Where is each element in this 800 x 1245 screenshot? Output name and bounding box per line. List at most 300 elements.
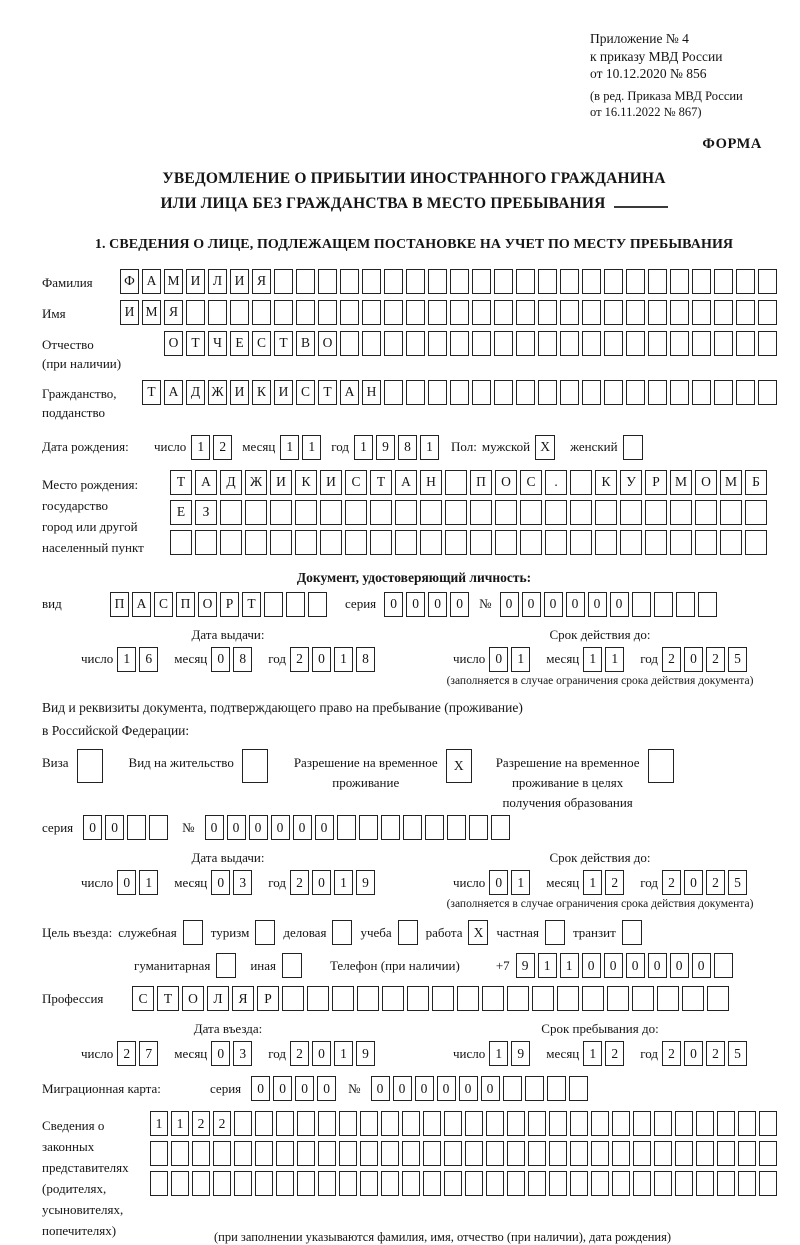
char-cell[interactable]: [645, 500, 667, 525]
char-cell[interactable]: [717, 1111, 735, 1136]
doc-valid-year-input[interactable]: [662, 647, 747, 672]
char-cell[interactable]: [560, 380, 579, 405]
char-cell[interactable]: [245, 530, 267, 555]
char-cell[interactable]: [545, 530, 567, 555]
migration-number-input[interactable]: [371, 1076, 588, 1101]
char-cell[interactable]: [270, 530, 292, 555]
char-cell[interactable]: [632, 986, 654, 1011]
char-cell[interactable]: А: [195, 470, 217, 495]
char-cell[interactable]: [255, 1111, 273, 1136]
char-cell[interactable]: 2: [605, 1041, 624, 1066]
temp-residence-edu-checkbox[interactable]: [648, 749, 674, 783]
char-cell[interactable]: И: [230, 380, 249, 405]
doc-valid-month-input[interactable]: [583, 647, 624, 672]
char-cell[interactable]: П: [470, 470, 492, 495]
char-cell[interactable]: П: [110, 592, 129, 617]
doc-kind-input[interactable]: [110, 592, 327, 617]
char-cell[interactable]: И: [186, 269, 205, 294]
char-cell[interactable]: 0: [500, 592, 519, 617]
char-cell[interactable]: [486, 1111, 504, 1136]
char-cell[interactable]: [675, 1171, 693, 1196]
char-cell[interactable]: [676, 592, 695, 617]
purpose-business-checkbox[interactable]: [332, 920, 352, 945]
purpose-transit-checkbox[interactable]: [622, 920, 642, 945]
char-cell[interactable]: [255, 1171, 273, 1196]
char-cell[interactable]: [297, 1111, 315, 1136]
char-cell[interactable]: [406, 300, 425, 325]
char-cell[interactable]: [403, 815, 422, 840]
char-cell[interactable]: [648, 380, 667, 405]
representatives-line1-input[interactable]: [150, 1111, 777, 1136]
char-cell[interactable]: [648, 300, 667, 325]
char-cell[interactable]: [384, 300, 403, 325]
permit-number-input[interactable]: [205, 815, 510, 840]
char-cell[interactable]: [654, 1171, 672, 1196]
permit-valid-day-input[interactable]: [489, 870, 530, 895]
char-cell[interactable]: 0: [684, 1041, 703, 1066]
char-cell[interactable]: 1: [583, 647, 602, 672]
char-cell[interactable]: [384, 380, 403, 405]
char-cell[interactable]: [570, 500, 592, 525]
char-cell[interactable]: [127, 815, 146, 840]
purpose-work-checkbox[interactable]: X: [468, 920, 488, 945]
char-cell[interactable]: С: [345, 470, 367, 495]
stay-day-input[interactable]: [489, 1041, 530, 1066]
char-cell[interactable]: [758, 331, 777, 356]
char-cell[interactable]: А: [142, 269, 161, 294]
char-cell[interactable]: 0: [251, 1076, 270, 1101]
char-cell[interactable]: [549, 1141, 567, 1166]
char-cell[interactable]: [472, 331, 491, 356]
char-cell[interactable]: [738, 1171, 756, 1196]
residence-permit-checkbox[interactable]: [242, 749, 268, 783]
char-cell[interactable]: [714, 380, 733, 405]
char-cell[interactable]: 1: [605, 647, 624, 672]
char-cell[interactable]: [482, 986, 504, 1011]
char-cell[interactable]: [406, 380, 425, 405]
char-cell[interactable]: [520, 530, 542, 555]
char-cell[interactable]: 2: [662, 870, 681, 895]
char-cell[interactable]: 2: [605, 870, 624, 895]
char-cell[interactable]: [220, 500, 242, 525]
char-cell[interactable]: 0: [406, 592, 425, 617]
char-cell[interactable]: 5: [728, 1041, 747, 1066]
char-cell[interactable]: [213, 1141, 231, 1166]
char-cell[interactable]: [507, 986, 529, 1011]
char-cell[interactable]: [698, 592, 717, 617]
char-cell[interactable]: [465, 1171, 483, 1196]
char-cell[interactable]: Т: [274, 331, 293, 356]
doc-issue-month-input[interactable]: [211, 647, 252, 672]
profession-input[interactable]: [132, 986, 729, 1011]
char-cell[interactable]: [538, 300, 557, 325]
char-cell[interactable]: Д: [186, 380, 205, 405]
char-cell[interactable]: [340, 331, 359, 356]
char-cell[interactable]: [428, 300, 447, 325]
purpose-study-checkbox[interactable]: [398, 920, 418, 945]
char-cell[interactable]: М: [720, 470, 742, 495]
char-cell[interactable]: 2: [290, 1041, 309, 1066]
char-cell[interactable]: [604, 269, 623, 294]
char-cell[interactable]: Т: [157, 986, 179, 1011]
char-cell[interactable]: 1: [139, 870, 158, 895]
char-cell[interactable]: [591, 1171, 609, 1196]
female-checkbox[interactable]: [623, 435, 643, 460]
char-cell[interactable]: [402, 1171, 420, 1196]
char-cell[interactable]: 1: [334, 647, 353, 672]
char-cell[interactable]: [560, 269, 579, 294]
char-cell[interactable]: .: [545, 470, 567, 495]
char-cell[interactable]: 2: [290, 870, 309, 895]
char-cell[interactable]: Ч: [208, 331, 227, 356]
char-cell[interactable]: 2: [706, 647, 725, 672]
char-cell[interactable]: [171, 1171, 189, 1196]
temp-residence-checkbox[interactable]: X: [446, 749, 472, 783]
char-cell[interactable]: 0: [489, 647, 508, 672]
char-cell[interactable]: Е: [230, 331, 249, 356]
char-cell[interactable]: [472, 269, 491, 294]
char-cell[interactable]: [532, 986, 554, 1011]
char-cell[interactable]: [648, 269, 667, 294]
char-cell[interactable]: [507, 1171, 525, 1196]
char-cell[interactable]: 0: [271, 815, 290, 840]
char-cell[interactable]: [318, 1171, 336, 1196]
phone-input[interactable]: [516, 953, 733, 978]
char-cell[interactable]: [538, 331, 557, 356]
char-cell[interactable]: [507, 1141, 525, 1166]
char-cell[interactable]: [381, 815, 400, 840]
char-cell[interactable]: [670, 300, 689, 325]
char-cell[interactable]: [318, 269, 337, 294]
char-cell[interactable]: [657, 986, 679, 1011]
char-cell[interactable]: И: [274, 380, 293, 405]
char-cell[interactable]: 0: [315, 815, 334, 840]
char-cell[interactable]: А: [395, 470, 417, 495]
char-cell[interactable]: [745, 530, 767, 555]
char-cell[interactable]: [528, 1111, 546, 1136]
char-cell[interactable]: [604, 300, 623, 325]
char-cell[interactable]: 0: [522, 592, 541, 617]
char-cell[interactable]: 0: [393, 1076, 412, 1101]
char-cell[interactable]: [604, 331, 623, 356]
doc-issue-year-input[interactable]: [290, 647, 375, 672]
char-cell[interactable]: 0: [371, 1076, 390, 1101]
char-cell[interactable]: 6: [139, 647, 158, 672]
char-cell[interactable]: 1: [511, 870, 530, 895]
char-cell[interactable]: С: [154, 592, 173, 617]
char-cell[interactable]: [255, 1141, 273, 1166]
char-cell[interactable]: 2: [662, 647, 681, 672]
char-cell[interactable]: [494, 300, 513, 325]
char-cell[interactable]: [320, 500, 342, 525]
char-cell[interactable]: [420, 530, 442, 555]
char-cell[interactable]: [445, 500, 467, 525]
char-cell[interactable]: [445, 530, 467, 555]
char-cell[interactable]: [626, 300, 645, 325]
char-cell[interactable]: 0: [437, 1076, 456, 1101]
permit-issue-month-input[interactable]: [211, 870, 252, 895]
char-cell[interactable]: 0: [692, 953, 711, 978]
char-cell[interactable]: [362, 300, 381, 325]
char-cell[interactable]: [295, 500, 317, 525]
char-cell[interactable]: [432, 986, 454, 1011]
char-cell[interactable]: [736, 300, 755, 325]
char-cell[interactable]: [186, 300, 205, 325]
char-cell[interactable]: [318, 300, 337, 325]
char-cell[interactable]: [494, 269, 513, 294]
char-cell[interactable]: [444, 1141, 462, 1166]
permit-issue-year-input[interactable]: [290, 870, 375, 895]
char-cell[interactable]: [308, 592, 327, 617]
char-cell[interactable]: [149, 815, 168, 840]
char-cell[interactable]: [591, 1111, 609, 1136]
char-cell[interactable]: [648, 331, 667, 356]
char-cell[interactable]: 0: [312, 647, 331, 672]
birth-day-input[interactable]: [191, 435, 232, 460]
char-cell[interactable]: [450, 380, 469, 405]
char-cell[interactable]: [516, 331, 535, 356]
char-cell[interactable]: [569, 1076, 588, 1101]
birth-month-input[interactable]: [280, 435, 321, 460]
char-cell[interactable]: 9: [356, 870, 375, 895]
char-cell[interactable]: [560, 331, 579, 356]
char-cell[interactable]: [208, 300, 227, 325]
char-cell[interactable]: 8: [233, 647, 252, 672]
char-cell[interactable]: [545, 500, 567, 525]
char-cell[interactable]: [357, 986, 379, 1011]
char-cell[interactable]: А: [164, 380, 183, 405]
migration-series-input[interactable]: [251, 1076, 336, 1101]
birth-year-input[interactable]: [354, 435, 439, 460]
char-cell[interactable]: Я: [252, 269, 271, 294]
char-cell[interactable]: Д: [220, 470, 242, 495]
char-cell[interactable]: 1: [302, 435, 321, 460]
char-cell[interactable]: [345, 530, 367, 555]
char-cell[interactable]: [670, 380, 689, 405]
char-cell[interactable]: 5: [728, 870, 747, 895]
char-cell[interactable]: [425, 815, 444, 840]
char-cell[interactable]: 1: [117, 647, 136, 672]
representatives-line3-input[interactable]: [150, 1171, 777, 1196]
char-cell[interactable]: 1: [511, 647, 530, 672]
char-cell[interactable]: О: [182, 986, 204, 1011]
char-cell[interactable]: [633, 1111, 651, 1136]
char-cell[interactable]: [428, 331, 447, 356]
char-cell[interactable]: 0: [648, 953, 667, 978]
char-cell[interactable]: [245, 500, 267, 525]
char-cell[interactable]: 0: [582, 953, 601, 978]
char-cell[interactable]: 7: [139, 1041, 158, 1066]
char-cell[interactable]: [654, 1111, 672, 1136]
purpose-private-checkbox[interactable]: [545, 920, 565, 945]
char-cell[interactable]: [457, 986, 479, 1011]
char-cell[interactable]: [604, 380, 623, 405]
char-cell[interactable]: 0: [481, 1076, 500, 1101]
char-cell[interactable]: [645, 530, 667, 555]
char-cell[interactable]: [570, 1111, 588, 1136]
char-cell[interactable]: [337, 815, 356, 840]
permit-valid-month-input[interactable]: [583, 870, 624, 895]
char-cell[interactable]: [318, 1141, 336, 1166]
char-cell[interactable]: [339, 1171, 357, 1196]
char-cell[interactable]: [516, 380, 535, 405]
birthplace-line2-input[interactable]: [170, 500, 767, 525]
char-cell[interactable]: 0: [684, 647, 703, 672]
char-cell[interactable]: 1: [171, 1111, 189, 1136]
char-cell[interactable]: [495, 500, 517, 525]
char-cell[interactable]: [270, 500, 292, 525]
char-cell[interactable]: 0: [211, 1041, 230, 1066]
char-cell[interactable]: [525, 1076, 544, 1101]
char-cell[interactable]: [620, 530, 642, 555]
char-cell[interactable]: 2: [192, 1111, 210, 1136]
char-cell[interactable]: [670, 331, 689, 356]
birthplace-line1-input[interactable]: [170, 470, 767, 495]
char-cell[interactable]: Т: [370, 470, 392, 495]
char-cell[interactable]: М: [164, 269, 183, 294]
char-cell[interactable]: [612, 1111, 630, 1136]
char-cell[interactable]: С: [296, 380, 315, 405]
char-cell[interactable]: [759, 1111, 777, 1136]
char-cell[interactable]: 0: [588, 592, 607, 617]
char-cell[interactable]: [549, 1111, 567, 1136]
char-cell[interactable]: [423, 1111, 441, 1136]
char-cell[interactable]: А: [132, 592, 151, 617]
char-cell[interactable]: [759, 1141, 777, 1166]
char-cell[interactable]: 2: [662, 1041, 681, 1066]
char-cell[interactable]: 0: [384, 592, 403, 617]
char-cell[interactable]: [717, 1141, 735, 1166]
char-cell[interactable]: [570, 1171, 588, 1196]
purpose-official-checkbox[interactable]: [183, 920, 203, 945]
char-cell[interactable]: [538, 269, 557, 294]
char-cell[interactable]: [528, 1141, 546, 1166]
char-cell[interactable]: [362, 269, 381, 294]
char-cell[interactable]: [582, 380, 601, 405]
char-cell[interactable]: О: [495, 470, 517, 495]
char-cell[interactable]: [402, 1141, 420, 1166]
char-cell[interactable]: 1: [420, 435, 439, 460]
char-cell[interactable]: [670, 530, 692, 555]
char-cell[interactable]: 0: [317, 1076, 336, 1101]
char-cell[interactable]: О: [198, 592, 217, 617]
char-cell[interactable]: О: [164, 331, 183, 356]
char-cell[interactable]: [696, 1171, 714, 1196]
char-cell[interactable]: 1: [354, 435, 373, 460]
char-cell[interactable]: 3: [233, 870, 252, 895]
char-cell[interactable]: [626, 269, 645, 294]
char-cell[interactable]: 3: [233, 1041, 252, 1066]
char-cell[interactable]: [736, 269, 755, 294]
char-cell[interactable]: [516, 269, 535, 294]
char-cell[interactable]: С: [252, 331, 271, 356]
char-cell[interactable]: Б: [745, 470, 767, 495]
char-cell[interactable]: [595, 500, 617, 525]
char-cell[interactable]: 0: [295, 1076, 314, 1101]
char-cell[interactable]: [472, 300, 491, 325]
char-cell[interactable]: И: [120, 300, 139, 325]
char-cell[interactable]: [503, 1076, 522, 1101]
char-cell[interactable]: 2: [117, 1041, 136, 1066]
char-cell[interactable]: [296, 269, 315, 294]
entry-day-input[interactable]: [117, 1041, 158, 1066]
char-cell[interactable]: [170, 530, 192, 555]
char-cell[interactable]: [276, 1171, 294, 1196]
char-cell[interactable]: Ф: [120, 269, 139, 294]
char-cell[interactable]: [717, 1171, 735, 1196]
char-cell[interactable]: [547, 1076, 566, 1101]
char-cell[interactable]: Т: [318, 380, 337, 405]
char-cell[interactable]: Т: [186, 331, 205, 356]
char-cell[interactable]: [582, 300, 601, 325]
char-cell[interactable]: [507, 1111, 525, 1136]
char-cell[interactable]: [714, 331, 733, 356]
char-cell[interactable]: К: [595, 470, 617, 495]
char-cell[interactable]: 0: [684, 870, 703, 895]
char-cell[interactable]: [340, 300, 359, 325]
char-cell[interactable]: 1: [280, 435, 299, 460]
char-cell[interactable]: 0: [670, 953, 689, 978]
char-cell[interactable]: [570, 1141, 588, 1166]
char-cell[interactable]: [738, 1141, 756, 1166]
char-cell[interactable]: [381, 1111, 399, 1136]
char-cell[interactable]: [213, 1171, 231, 1196]
char-cell[interactable]: 0: [117, 870, 136, 895]
char-cell[interactable]: [360, 1111, 378, 1136]
char-cell[interactable]: [428, 380, 447, 405]
char-cell[interactable]: [736, 380, 755, 405]
char-cell[interactable]: [282, 986, 304, 1011]
char-cell[interactable]: [626, 380, 645, 405]
name-input[interactable]: [120, 300, 777, 325]
char-cell[interactable]: 0: [312, 1041, 331, 1066]
char-cell[interactable]: И: [270, 470, 292, 495]
char-cell[interactable]: З: [195, 500, 217, 525]
char-cell[interactable]: 1: [191, 435, 210, 460]
char-cell[interactable]: [470, 530, 492, 555]
char-cell[interactable]: Т: [242, 592, 261, 617]
char-cell[interactable]: [420, 500, 442, 525]
stay-year-input[interactable]: [662, 1041, 747, 1066]
visa-checkbox[interactable]: [77, 749, 103, 783]
char-cell[interactable]: Т: [142, 380, 161, 405]
char-cell[interactable]: [339, 1111, 357, 1136]
char-cell[interactable]: А: [340, 380, 359, 405]
char-cell[interactable]: [560, 300, 579, 325]
char-cell[interactable]: [612, 1171, 630, 1196]
char-cell[interactable]: 0: [415, 1076, 434, 1101]
char-cell[interactable]: [675, 1111, 693, 1136]
citizenship-input[interactable]: [142, 380, 777, 405]
char-cell[interactable]: [570, 470, 592, 495]
char-cell[interactable]: [538, 380, 557, 405]
char-cell[interactable]: [692, 380, 711, 405]
char-cell[interactable]: 0: [273, 1076, 292, 1101]
char-cell[interactable]: [381, 1141, 399, 1166]
char-cell[interactable]: 8: [356, 647, 375, 672]
char-cell[interactable]: [758, 380, 777, 405]
doc-series-input[interactable]: [384, 592, 469, 617]
char-cell[interactable]: [758, 300, 777, 325]
char-cell[interactable]: 1: [583, 1041, 602, 1066]
patronymic-input[interactable]: [164, 331, 777, 356]
surname-input[interactable]: [120, 269, 777, 294]
char-cell[interactable]: В: [296, 331, 315, 356]
char-cell[interactable]: [516, 300, 535, 325]
char-cell[interactable]: [745, 500, 767, 525]
char-cell[interactable]: М: [670, 470, 692, 495]
char-cell[interactable]: 2: [213, 1111, 231, 1136]
